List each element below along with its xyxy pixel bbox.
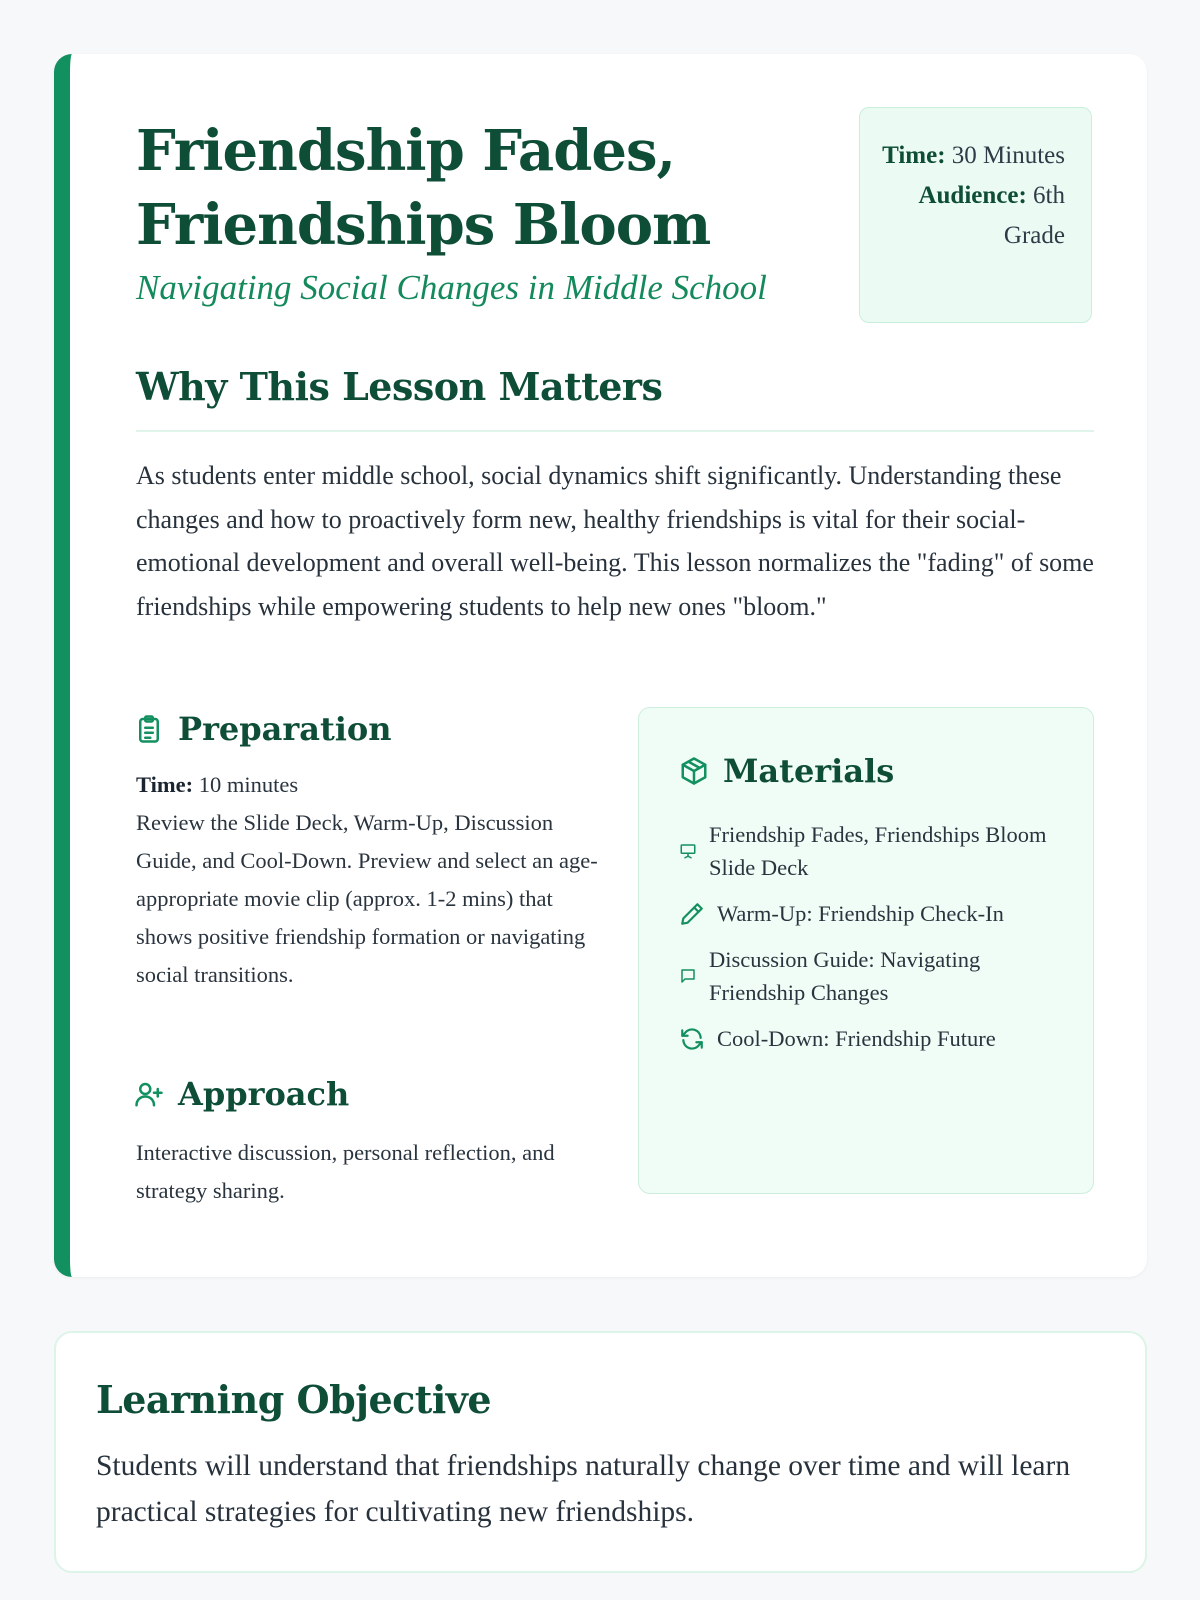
- package-icon: [679, 756, 709, 786]
- time-meta-label: Time:: [882, 142, 946, 169]
- approach-heading: [134, 1075, 349, 1113]
- material-label: Cool-Down: Friendship Future: [717, 1026, 996, 1051]
- chat-bubble-icon: [679, 967, 697, 985]
- refresh-icon: [679, 1026, 705, 1052]
- audience-meta-value: 6th Grade: [1003, 182, 1065, 249]
- material-item[interactable]: [679, 943, 1059, 1009]
- approach-heading-text: Approach: [178, 1075, 350, 1113]
- lesson-subtitle: Navigating Social Changes in Middle School: [136, 268, 767, 307]
- preparation-time-label: Time:: [136, 772, 194, 797]
- time-meta-value: 30 Minutes: [951, 142, 1065, 169]
- materials-heading: [679, 752, 894, 790]
- preparation-heading-text: Preparation: [178, 710, 392, 748]
- lesson-meta-box: [859, 107, 1092, 323]
- preparation-text: Review the Slide Deck, Warm-Up, Discussion Guide, and Cool-Down. Preview and select an age-appropriate movie clip (approx. 1-2 mins) that shows positive friendship formation or navigating social transitions.: [136, 810, 598, 987]
- lesson-title: Friendship Fades, Friendships Bloom: [136, 118, 711, 258]
- clipboard-icon: [134, 714, 164, 744]
- materials-heading-text: Materials: [723, 752, 895, 790]
- lesson-overview-card: [54, 54, 1147, 1277]
- why-heading: Why This Lesson Matters: [136, 364, 663, 409]
- material-label: Discussion Guide: Navigating Friendship Changes: [709, 947, 981, 1005]
- why-paragraph: As students enter middle school, social dynamics shift significantly. Understanding these changes and how to proactively form new, healthy friendships is vital for their social-emotional development and overall well-being. This lesson normalizes the "fading" of some friendships while empowering students to help new ones "bloom.": [136, 461, 1094, 621]
- approach-text: Interactive discussion, personal reflection, and strategy sharing.: [136, 1140, 555, 1203]
- objective-heading: Learning Objective: [96, 1377, 492, 1422]
- pencil-icon: [679, 901, 705, 927]
- material-label: Warm-Up: Friendship Check-In: [717, 901, 1004, 926]
- materials-panel: [638, 707, 1094, 1194]
- presentation-icon: [679, 842, 697, 860]
- materials-list: [679, 818, 1059, 1068]
- learning-objective-card: [54, 1331, 1147, 1573]
- material-item[interactable]: [679, 1022, 1059, 1055]
- audience-meta-label: Audience:: [918, 182, 1027, 209]
- material-item[interactable]: [679, 818, 1059, 884]
- objective-text: Students will understand that friendships naturally change over time and will learn practical strategies for cultivating new friendships.: [96, 1450, 1071, 1528]
- material-item[interactable]: [679, 897, 1059, 930]
- time-meta: [880, 136, 1065, 176]
- preparation-body: [136, 766, 606, 994]
- audience-meta: [880, 176, 1065, 256]
- preparation-time: [136, 766, 606, 804]
- material-label: Friendship Fades, Friendships Bloom Slide Deck: [709, 822, 1047, 880]
- preparation-time-value: 10 minutes: [198, 772, 299, 797]
- section-divider: [136, 430, 1094, 432]
- user-plus-icon: [134, 1079, 164, 1109]
- preparation-heading: [134, 710, 392, 748]
